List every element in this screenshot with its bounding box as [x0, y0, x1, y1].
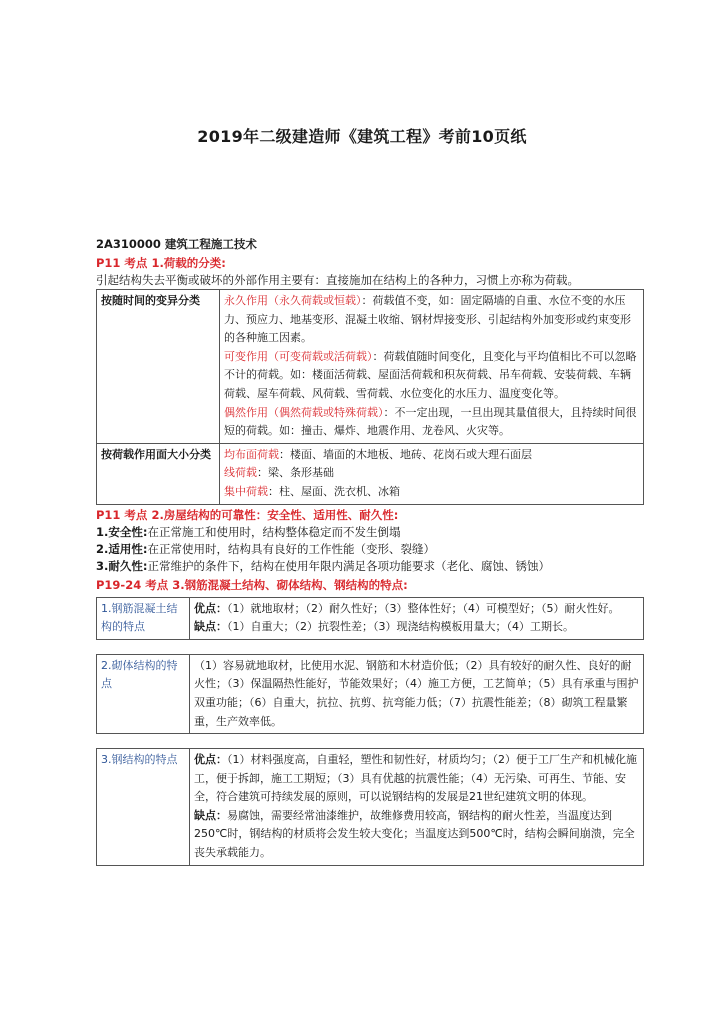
variable-load	[224, 348, 639, 404]
variable-load-name: 可变作用（可变荷载或活荷载）	[224, 349, 373, 363]
table-row	[97, 443, 644, 504]
table-row	[97, 654, 644, 733]
kp2-item-text: 在正常施工和使用时，结构整体稳定而不发生倒塌	[147, 524, 401, 539]
kp1-heading: P11 考点 1.荷载的分类:	[96, 256, 226, 270]
row-label-area: 按荷载作用面大小分类	[97, 443, 220, 504]
spacer-cell	[190, 639, 644, 654]
steel-structure-cell	[190, 749, 644, 866]
disadvantages-text: （1）自重大；（2）抗裂性差；（3）现浇结构模板用量大；（4）工期长。	[227, 620, 574, 634]
kp2-item-text: 在正常使用时，结构具有良好的工作性能（变形、裂缝）	[147, 541, 435, 556]
row-label-time: 按随时间的变异分类	[97, 290, 220, 444]
kp2-item-text: 正常维护的条件下，结构在使用年限内满足各项功能要求（老化、腐蚀、锈蚀）	[147, 558, 550, 573]
uniform-load-name: 均布面荷载	[224, 447, 279, 461]
disadvantages-text: 易腐蚀，需要经常油漆维护，故维修费用较高，钢结构的耐火性差，当温度达到250℃时，钢结构的材质将会发生较大变化；当温度达到500℃时，结构会瞬间崩溃，完全丧失承载能力。	[194, 808, 635, 860]
disadvantages-head: 缺点：	[194, 808, 227, 822]
permanent-load-desc: ：荷载值不变，如：固定隔墙的自重、水位不变的水压力、预应力、地基变形、混凝土收缩、钢材焊接变形、引起结构外加变形或约束变形的各种施工因素。	[224, 294, 631, 345]
uniform-load	[224, 446, 639, 465]
table-spacer	[97, 734, 644, 749]
kp3-heading: P19-24 考点 3.钢筋混凝土结构、砌体结构、钢结构的特点:	[96, 577, 408, 592]
steel-advantages	[194, 751, 639, 807]
advantages-text: （1）材料强度高，自重轻，塑性和韧性好，材质均匀；（2）便于工厂生产和机械化施工，便于拆卸，施工工期短；（3）具有优越的抗震性能；（4）无污染、可再生、节能、安全，符合建筑可持续发展的原则，可以说钢结构的发展是21世纪建筑文明的体现。	[194, 753, 637, 804]
time-classes-cell	[220, 290, 644, 444]
kp1-intro: 引起结构失去平衡或破坏的外部作用主要有：直接施加在结构上的各种力，习惯上亦称为荷载。	[96, 273, 579, 287]
concentrated-load-desc: ：柱、屋面、洗衣机、冰箱	[268, 484, 400, 498]
kp2-item	[96, 558, 644, 575]
accidental-load-desc: ：不一定出现，一旦出现其量值很大，且持续时间很短的荷载。如：撞击、爆炸、地震作用、龙卷风、火灾等。	[224, 405, 637, 438]
rc-structure-label: 1.钢筋混凝土结构的特点	[97, 597, 190, 639]
permanent-load-name: 永久作用（永久荷载或恒载）	[224, 294, 362, 307]
kp2-item	[96, 541, 644, 558]
kp2-item-head: 1.安全性:	[96, 524, 148, 539]
line-load	[224, 464, 639, 483]
kp2-item-head: 3.耐久性:	[96, 558, 148, 573]
rc-structure-cell	[190, 597, 644, 639]
table-row	[97, 290, 644, 444]
area-classes-cell	[220, 443, 644, 504]
disadvantages-head: 缺点：	[194, 620, 227, 634]
concentrated-load-name: 集中荷载	[224, 484, 268, 498]
document-content	[96, 236, 644, 866]
concentrated-load	[224, 483, 639, 502]
line-load-desc: ：梁、条形基础	[257, 466, 334, 480]
permanent-load	[224, 292, 639, 348]
document-title: 2019年二级建造师《建筑工程》考前10页纸	[197, 127, 527, 146]
masonry-structure-cell: （1）容易就地取材，比使用水泥、钢筋和木材造价低；（2）具有较好的耐久性、良好的耐火性；（3）保温隔热性能好，节能效果好；（4）施工方便，工艺简单；（5）具有承重与围护双重功能；（6）自重大，抗拉、抗剪、抗弯能力低；（7）抗震性能差；（8）砌筑工程量繁重，生产效率低。	[190, 654, 644, 733]
uniform-load-desc: ：楼面、墙面的木地板、地砖、花岗石或大理石面层	[279, 447, 532, 461]
advantages-text: （1）就地取材；（2）耐久性好；（3）整体性好；（4）可模型好；（5）耐火性好。	[227, 601, 620, 615]
line-load-name: 线荷载	[224, 466, 257, 480]
table-row	[97, 749, 644, 866]
spacer-cell	[190, 734, 644, 749]
steel-structure-label: 3.钢结构的特点	[97, 749, 190, 866]
kp2-item	[96, 524, 644, 541]
advantages-head: 优点：	[194, 601, 227, 615]
spacer-cell	[97, 734, 190, 749]
rc-disadvantages	[194, 618, 639, 637]
accidental-load-name: 偶然作用（偶然荷载或特殊荷载）	[224, 405, 384, 419]
masonry-structure-label: 2.砌体结构的特点	[97, 654, 190, 733]
section-code: 2A310000 建筑工程施工技术	[96, 237, 257, 251]
accidental-load	[224, 404, 639, 441]
structure-features-table	[96, 597, 644, 866]
variable-load-desc: ：荷载值随时间变化，且变化与平均值相比不可以忽略不计的荷载。如：楼面活荷载、屋面活荷载和积灰荷载、吊车荷载、安装荷载、车辆荷载、屋车荷载、风荷载、雪荷载、水位变化的水压力、温度变化等。	[224, 349, 637, 400]
steel-disadvantages	[194, 807, 639, 863]
load-classification-table	[96, 289, 644, 505]
table-row	[97, 597, 644, 639]
table-spacer	[97, 639, 644, 654]
advantages-head: 优点：	[194, 753, 227, 767]
spacer-cell	[97, 639, 190, 654]
kp2-heading: P11 考点 2.房屋结构的可靠性：安全性、适用性、耐久性:	[96, 507, 399, 522]
rc-advantages	[194, 600, 639, 619]
kp2-item-head: 2.适用性:	[96, 541, 148, 556]
